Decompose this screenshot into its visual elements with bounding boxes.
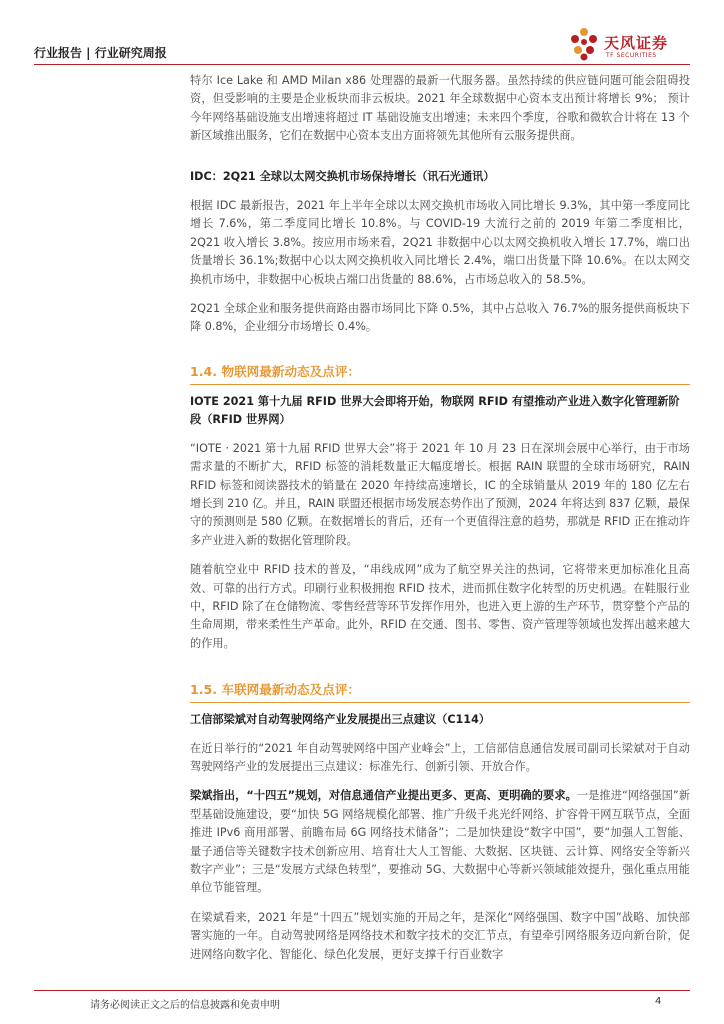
paragraph-rfid-congress: “IOTE · 2021 第十九届 RFID 世界大会”将于 2021 年 10 月 23 日在深圳会展中心举行，由于市场需求量的不断扩大，RFID 标签的消耗数量正大幅度增长。根据 RAIN 联盟的全球市场研究，RAIN RFID 标签和阅读器技术的销量在 2020 年持续高速增长，IC 的全球销量从 2019 年的 180 亿左右增长到 210 亿。并且，RAIN 联盟还根据市场发展态势作出了预测，2024 年将达到 837 亿颗，最保守的预测则是 580 亿颗。在数据增长的背后，还有一个更值得注意的趋势，那就是 RFID 正在推动许多产业进入新的数据化管理阶段。 xyxy=(190,441,690,547)
paragraph-autonomous-network: 在梁斌看来，2021 年是“十四五”规划实施的开局之年，是深化“网络强国、数字中国”战略、加快部署实施的一年。自动驾驶网络是网络技术和数字技术的交汇节点，有望牵引网络服务迈向新台阶，促进网络向数字化、智能化、绿色化发展，更好支撑千行百业数字 xyxy=(190,910,690,961)
section-heading-v2x: 1.5. 车联网最新动态及点评： xyxy=(190,682,361,698)
page-number: 4 xyxy=(655,996,662,1007)
logo-subtext: TF SECURITIES xyxy=(606,52,657,59)
iote-subheading: IOTE 2021 第十九届 RFID 世界大会即将开始，物联网 RFID 有望推动产业进入数字化管理新阶段（RFID 世界网） xyxy=(190,394,680,427)
paragraph-rfid-applications: 随着航空业中 RFID 技术的普及，“串线成网”成为了航空界关注的热词，它将带来更加标准化且高效、可靠的出行方式。印刷行业积极拥抱 RFID 技术，进而抓住数字化转型的历史机遇。在鞋服行业中，RFID 除了在仓储物流、零售经营等环节发挥作用外，也进入更上游的生产环节，贯穿整个产品的生命周期，带来柔性生产革命。此外，RFID 在交通、图书、零售、资产管理等领域也发挥出越来越大的作用。 xyxy=(190,563,690,650)
footer-divider xyxy=(34,990,690,991)
section-heading-iot: 1.4. 物联网最新动态及点评： xyxy=(190,363,361,379)
report-category: 行业报告 | 行业研究周报 xyxy=(34,46,167,60)
paragraph-rest: 一是推进“网络强国”新型基础设施建设，要“加快 5G 网络规模化部署、推广升级千兆光纤网络、扩容骨干网互联节点，全面推进 IPv6 商用部署、前瞻布局 6G 网络技术储备”；二是加快建设“数字中国”，要“加强人工智能、量子通信等关键数字技术创新应用、培育壮大人工智能、大数据、区块链、云计算、网络安全等新兴数字产业”；三是“发展方式绿色转型”，要推动 5G、大数据中心等新兴领域能效提升，强化重点用能单位节能管理。 xyxy=(190,789,691,895)
logo-flower-icon xyxy=(566,26,602,64)
paragraph-14th-plan xyxy=(190,787,690,897)
miit-subheading: 工信部梁斌对自动驾驶网络产业发展提出三点建议（C114） xyxy=(190,713,491,727)
paragraph-summit: 在近日举行的“2021 年自动驾驶网络中国产业峰会”上，工信部信息通信发展司副司长梁斌对于自动驾驶网络产业的发展提出三点建议：标准先行、创新引领、开放合作。 xyxy=(190,741,690,773)
company-logo xyxy=(566,26,706,66)
paragraph-ethernet-switch: 根据 IDC 最新报告，2021 年上半年全球以太网交换机市场收入同比增长 9.3%，其中第一季度同比增长 7.6%，第二季度同比增长 10.8%。与 COVID-19 大流行之前的 2019 年第二季度相比，2Q21 收入增长 3.8%。按应用市场来看，2Q21 非数据中心以太网交换机收入增长 17.7%，端口出货量增长 36.1%;数据中心以太网交换机收入同比增长 2.4%，端口出货量下降 10.6%。在以太网交换机市场中，非数据中心板块占端口出货量的 88.6%，占市场总收入的 58.5%。 xyxy=(190,199,690,286)
page-header xyxy=(0,0,724,68)
paragraph-lead-bold: 梁斌指出，“十四五”规划，对信息通信产业提出更多、更高、更明确的要求。 xyxy=(190,789,577,803)
footer-disclaimer: 请务必阅读正文之后的信息披露和免责申明 xyxy=(90,1000,280,1011)
idc-subheading: IDC：2Q21 全球以太网交换机市场保持增长（讯石光通讯） xyxy=(190,169,495,183)
paragraph-datacenter-capex: 特尔 Ice Lake 和 AMD Milan x86 处理器的最新一代服务器。虽然持续的供应链问题可能会阻碍投资，但受影响的主要是企业板块而非云板块。2021 年全球数据中心资本支出预计将增长 9%； 预计今年网络基础设施支出增速将超过 IT 基础设施支出增速；未来四个季度，谷歌和微软合计将在 13 个新区域推出服务，它们在数据中心资本支出方面将领先其他所有云服务提供商。 xyxy=(190,74,690,143)
paragraph-router-market: 2Q21 全球企业和服务提供商路由器市场同比下降 0.5%，其中占总收入 76.7%的服务提供商板块下降 0.8%，企业细分市场增长 0.4%。 xyxy=(190,302,690,334)
logo-text: 天风证券 xyxy=(604,34,669,52)
report-content xyxy=(190,72,690,964)
